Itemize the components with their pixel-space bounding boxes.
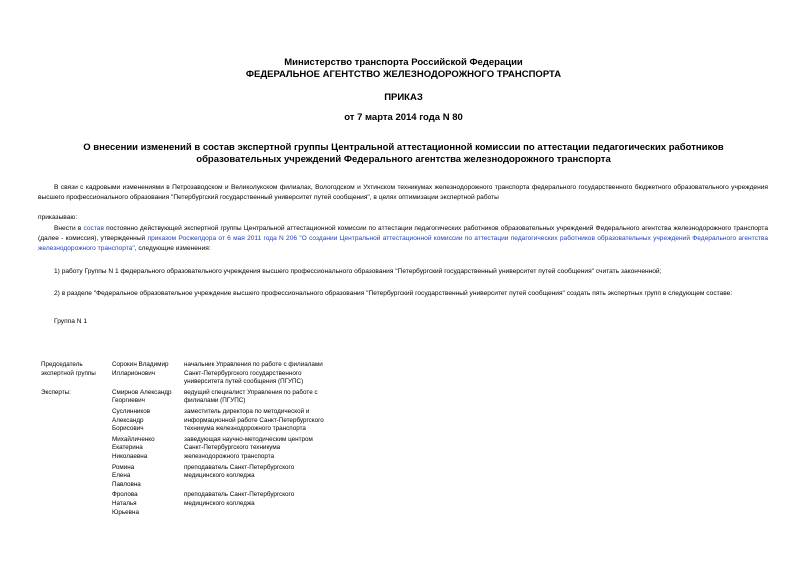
member-row — [41, 389, 344, 408]
member-position-line: заведующая научно-методическим центром — [184, 435, 313, 443]
amendment-text-start: Внести в — [54, 225, 84, 232]
member-role — [41, 361, 112, 389]
member-name-line: Борисович — [112, 425, 144, 433]
item-1-paragraph: 1) работу Группы N 1 федерального образовательного учреждения высшего профессионального образования "Петербургский государственный университет путей сообщения" считать законченной; — [54, 268, 662, 275]
member-name — [112, 464, 184, 492]
member-position-line: университета путей сообщения (ПГУПС) — [184, 378, 304, 386]
member-name-line: Александр — [112, 416, 144, 424]
member-name-line: Фролова — [112, 491, 138, 499]
ministry-heading: Министерство транспорта Российской Федерации — [284, 57, 523, 68]
member-position-line: медицинского колледжа — [184, 499, 255, 507]
member-name-line: Елена — [112, 472, 131, 480]
member-name-line: Николаевна — [112, 452, 148, 460]
member-position-line: преподаватель Санкт-Петербургского — [184, 463, 295, 471]
member-name — [112, 436, 184, 464]
member-position — [184, 436, 344, 464]
member-role — [41, 436, 112, 464]
member-position-line: филиалами (ПГУПС) — [184, 397, 246, 405]
member-role-line: Эксперты: — [41, 388, 71, 396]
amendment-paragraph — [38, 224, 768, 254]
member-role-line: Председатель — [41, 361, 83, 368]
member-position-line: Санкт-Петербургского техникума — [184, 444, 281, 452]
member-position — [184, 361, 344, 389]
member-name-line: Михайличенко — [112, 435, 155, 443]
member-position — [184, 389, 344, 408]
item-2-paragraph: 2) в разделе "Федеральное образовательное учреждение высшего профессионального образования "Петербургский государственный университет путей сообщения" создать пять экспертных групп в следующем составе: — [54, 290, 733, 297]
member-position-line: техникума железнодорожного транспорта — [184, 425, 306, 433]
member-name-line: Георгиевич — [112, 397, 145, 405]
member-name-line: Ромина — [112, 463, 135, 471]
member-role — [41, 408, 112, 436]
composition-link[interactable]: состав — [83, 225, 104, 232]
member-name-line: Смирнов Александр — [112, 388, 172, 396]
member-role — [41, 464, 112, 492]
member-row — [41, 408, 344, 436]
preamble-paragraph: В связи с кадровыми изменениями в Петрозаводском и Великолукском филиалах, Вологодском и Ухтинском техникумах железнодорожного транспорта федерального государственного бюджетного образовательного учреждения высшего профессионального образования "Петербургский государственный университет путей сообщения", в целях оптимизации экспертной работы — [38, 184, 768, 201]
member-role — [41, 491, 112, 519]
document-type: ПРИКАЗ — [384, 92, 423, 103]
member-name-line: Наталья — [112, 499, 137, 507]
member-name-line: Илларионович — [112, 369, 156, 377]
document-date-number: от 7 марта 2014 года N 80 — [344, 112, 463, 123]
member-name-line: Суслинников — [112, 407, 151, 415]
member-name — [112, 361, 184, 389]
member-position — [184, 408, 344, 436]
amendment-text-middle: постоянно действующей экспертной группы Центральной аттестационной комиссии по аттестации педагогических работников образовательных учреждений Федерального агентства железнодорожного транспорта (далее - комиссия), утвержденный — [38, 225, 769, 242]
member-position-line: железнодорожного транспорта — [184, 452, 275, 460]
member-name — [112, 408, 184, 436]
member-position — [184, 464, 344, 492]
member-name-line: Юрьевна — [112, 508, 139, 516]
members-table — [41, 361, 344, 519]
member-position-line: информационной работе Санкт-Петербургского — [184, 416, 324, 424]
member-position-line: Санкт-Петербургского государственного — [184, 369, 302, 377]
order-206-link[interactable]: приказом Росжелдора от 6 мая 2011 года N 206 "О создании Центральной аттестационной комиссии по аттестации педагогических работников образовательных учреждений Федерального агентства железнодорожного транспорта" — [38, 235, 768, 252]
member-position-line: преподаватель Санкт-Петербургского — [184, 491, 295, 499]
member-position-line: заместитель директора по методической и — [184, 407, 310, 415]
document-title: О внесении изменений в состав экспертной группы Центральной аттестационной комиссии по аттестации педагогических работников образовательных учреждений Федерального агентства железнодорожного транспорта — [83, 142, 724, 165]
member-row — [41, 491, 344, 519]
member-row — [41, 436, 344, 464]
member-position — [184, 491, 344, 519]
member-row — [41, 361, 344, 389]
member-row — [41, 464, 344, 492]
agency-heading: ФЕДЕРАЛЬНОЕ АГЕНТСТВО ЖЕЛЕЗНОДОРОЖНОГО ТРАНСПОРТА — [245, 69, 562, 80]
member-name — [112, 389, 184, 408]
member-position-line: ведущий специалист Управления по работе с — [184, 388, 318, 396]
group-heading: Группа N 1 — [54, 318, 87, 325]
order-word: приказываю: — [38, 214, 78, 221]
member-role — [41, 389, 112, 408]
member-name — [112, 491, 184, 519]
member-role-line: экспертной группы — [41, 369, 96, 377]
member-position-line: медицинского колледжа — [184, 472, 255, 480]
member-name-line: Павловна — [112, 480, 141, 488]
member-position-line: начальник Управления по работе с филиалами — [184, 361, 323, 368]
member-name-line: Екатерина — [112, 444, 143, 452]
amendment-text-end: , следующие изменения: — [134, 245, 211, 252]
member-name-line: Сорокин Владимир — [112, 361, 169, 368]
